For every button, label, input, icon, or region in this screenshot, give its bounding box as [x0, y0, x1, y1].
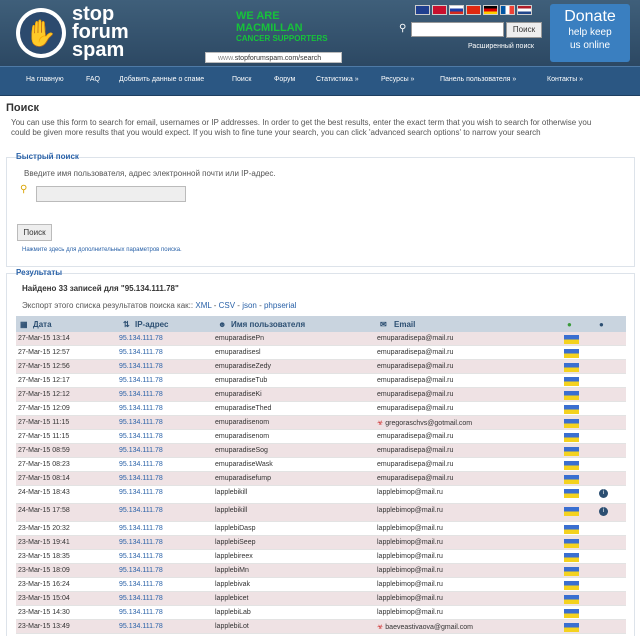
- column-username[interactable]: Имя пользователя: [231, 320, 306, 329]
- row-username: lapplebikill: [215, 507, 248, 514]
- row-ip-link[interactable]: 95.134.111.78: [119, 475, 163, 482]
- flag-ua-icon: [564, 609, 579, 618]
- row-date: 23-Mar-15 14:30: [18, 609, 70, 616]
- row-date: 27-Mar-15 12:17: [18, 377, 70, 384]
- table-row: [16, 402, 626, 416]
- export-sep: -: [211, 301, 219, 310]
- flag-ua-icon: [564, 595, 579, 604]
- url-text: stopforumspam.com/search: [234, 55, 322, 62]
- row-ip-link[interactable]: 95.134.111.78: [119, 433, 163, 440]
- row-ip-link[interactable]: 95.134.111.78: [119, 553, 163, 560]
- row-date: 23-Mar-15 19:41: [18, 539, 70, 546]
- nav-contacts[interactable]: Контакты »: [547, 76, 584, 83]
- hand-icon: ✋: [20, 12, 62, 54]
- row-ip-link[interactable]: 95.134.111.78: [119, 567, 163, 574]
- row-username: emuparadiseThed: [215, 405, 272, 412]
- row-email-cell: [377, 525, 443, 532]
- row-email: lapplebimop@mail.ru: [377, 609, 443, 616]
- row-email-cell: [377, 553, 443, 560]
- row-email-cell: [377, 363, 453, 370]
- row-username: emuparadiseTub: [215, 377, 268, 384]
- table-row: [16, 486, 626, 504]
- table-row: [16, 522, 626, 536]
- logo-line-2: forum: [72, 21, 129, 43]
- envelope-icon: ✉: [380, 320, 387, 329]
- donate-line-1: help keep: [568, 27, 612, 38]
- row-username: emuparadiseSog: [215, 447, 268, 454]
- row-email: emuparadisepa@mail.ru: [377, 447, 454, 454]
- nav-search[interactable]: Поиск: [232, 76, 252, 83]
- row-date: 24-Mar-15 18:43: [18, 489, 70, 496]
- row-ip-link[interactable]: 95.134.111.78: [119, 623, 163, 630]
- logo-line-1: stop: [72, 3, 115, 25]
- url-bar[interactable]: [205, 52, 342, 63]
- flag-ua-icon: [564, 335, 579, 344]
- flag-ua-icon: [564, 567, 579, 576]
- row-ip-link[interactable]: 95.134.111.78: [119, 595, 163, 602]
- biohazard-icon: ☣: [377, 624, 384, 631]
- row-ip-link[interactable]: 95.134.111.78: [119, 405, 163, 412]
- export-csv-link[interactable]: CSV: [218, 301, 236, 310]
- table-row: [16, 578, 626, 592]
- row-email: emuparadisepa@mail.ru: [377, 363, 454, 370]
- row-ip-link[interactable]: 95.134.111.78: [119, 581, 163, 588]
- flag-de-icon[interactable]: [483, 5, 498, 15]
- banner-line-3: CANCER SUPPORTERS: [236, 34, 328, 43]
- row-email-cell: [377, 405, 453, 412]
- nav-add-spam[interactable]: Добавить данные о спаме: [119, 76, 205, 83]
- row-date: 23-Mar-15 15:04: [18, 595, 70, 602]
- nav-faq[interactable]: FAQ: [86, 76, 101, 83]
- flag-ua-icon: [564, 405, 579, 414]
- flag-nl-icon[interactable]: [517, 5, 532, 15]
- row-username: emuparadisenom: [215, 433, 270, 440]
- row-ip-link[interactable]: 95.134.111.78: [119, 525, 163, 532]
- table-row: [16, 360, 626, 374]
- row-date: 23-Mar-15 20:32: [18, 525, 70, 532]
- network-icon: ⇅: [123, 320, 130, 329]
- row-email-cell: [377, 507, 443, 514]
- table-row: [16, 550, 626, 564]
- row-ip-link[interactable]: 95.134.111.78: [119, 539, 163, 546]
- table-row: [16, 536, 626, 550]
- row-date: 27-Mar-15 12:56: [18, 363, 70, 370]
- nav-user-panel[interactable]: Панель пользователя »: [440, 76, 517, 83]
- row-email: baeveastivaova@gmail.com: [385, 624, 473, 631]
- row-email: lapplebimop@mail.ru: [377, 567, 443, 574]
- flag-fr-icon[interactable]: [500, 5, 515, 15]
- row-email: emuparadisepa@mail.ru: [377, 391, 454, 398]
- export-json-link[interactable]: json: [242, 301, 257, 310]
- row-username: lapplebikill: [215, 489, 248, 496]
- table-row: [16, 416, 626, 430]
- nav-home[interactable]: На главную: [26, 76, 64, 83]
- row-username: lapplebiMn: [215, 567, 249, 574]
- info-icon: ●: [599, 320, 604, 329]
- export-label: Экспорт этого списка результатов поиска как::: [22, 301, 194, 310]
- flag-ua-icon: [564, 507, 579, 516]
- table-row: [16, 564, 626, 578]
- row-email-cell: [377, 539, 443, 546]
- search-icon: ⚲: [399, 23, 407, 34]
- row-email-cell: [377, 461, 453, 468]
- calendar-icon: ▦: [20, 320, 28, 329]
- row-ip-link[interactable]: 95.134.111.78: [119, 507, 163, 514]
- row-email-cell: [377, 567, 443, 574]
- nav-forum[interactable]: Форум: [274, 76, 296, 83]
- row-date: 23-Mar-15 18:09: [18, 567, 70, 574]
- table-row: [16, 620, 626, 634]
- flag-ua-icon: [564, 447, 579, 456]
- flag-ua-icon: [564, 391, 579, 400]
- site-logo[interactable]: [72, 5, 129, 59]
- flag-ua-icon: [564, 623, 579, 632]
- flag-ua-icon: [564, 581, 579, 590]
- row-ip-link[interactable]: 95.134.111.78: [119, 391, 163, 398]
- donate-line-2: us online: [569, 40, 611, 51]
- flag-ua-icon: [564, 349, 579, 358]
- row-email-cell: [377, 433, 453, 440]
- quick-search-title: Быстрый поиск: [16, 152, 79, 161]
- flag-ua-icon: [564, 525, 579, 534]
- row-date: 27-Mar-15 12:57: [18, 349, 70, 356]
- row-email-cell: [377, 391, 453, 398]
- column-email[interactable]: Email: [394, 320, 416, 329]
- row-email-cell: [377, 447, 453, 454]
- flag-ua-icon: [564, 433, 579, 442]
- nav-resources[interactable]: Ресурсы »: [381, 76, 415, 83]
- user-icon: ☻: [218, 320, 227, 329]
- row-email-cell: [377, 335, 453, 342]
- table-row: [16, 444, 626, 458]
- column-date[interactable]: Дата: [33, 320, 52, 329]
- export-sep: -: [235, 301, 243, 310]
- row-date: 23-Mar-15 18:35: [18, 553, 70, 560]
- row-email: lapplebimop@mail.ru: [377, 489, 443, 496]
- flag-uk-icon[interactable]: [415, 5, 430, 15]
- row-email: emuparadisepa@mail.ru: [377, 433, 454, 440]
- page-intro: You can use this form to search for email, usernames or IP addresses. In order to get the best results, enter the exact term that you wish to search for otherwise you could be given more results that you would expect. If you wish to fine tune your search, you can click 'advanced search options' to narrow your search: [11, 118, 592, 137]
- table-row: [16, 458, 626, 472]
- row-email-cell: [377, 489, 443, 496]
- quick-search-hint: Введите имя пользователя, адрес электронной почти или IP-адрес.: [24, 169, 276, 178]
- export-line: [22, 301, 296, 310]
- row-date: 27-Mar-15 11:15: [18, 433, 70, 440]
- export-xml-link[interactable]: XML: [195, 301, 212, 310]
- banner-line-2: MACMILLAN: [236, 22, 303, 34]
- search-input[interactable]: [36, 186, 186, 202]
- row-email: emuparadisepa@mail.ru: [377, 349, 454, 356]
- row-username: emuparadiseZedy: [215, 363, 272, 370]
- row-email: emuparadisepa@mail.ru: [377, 475, 454, 482]
- row-email: lapplebimop@mail.ru: [377, 539, 443, 546]
- row-date: 27-Mar-15 11:15: [18, 419, 70, 426]
- row-email: emuparadisepa@mail.ru: [377, 335, 454, 342]
- export-phpserial-link[interactable]: phpserial: [263, 301, 297, 310]
- main-nav: [0, 66, 640, 96]
- row-email-cell: [377, 581, 443, 588]
- flag-ua-icon: [564, 419, 579, 428]
- row-username: emuparadisePn: [215, 335, 265, 342]
- info-icon[interactable]: i: [599, 489, 608, 498]
- row-ip-link[interactable]: 95.134.111.78: [119, 349, 163, 356]
- row-email-cell: [377, 623, 473, 631]
- row-date: 24-Mar-15 17:58: [18, 507, 70, 514]
- top-search-button[interactable]: Поиск: [506, 22, 542, 38]
- row-ip-link[interactable]: 95.134.111.78: [119, 363, 163, 370]
- table-row: [16, 430, 626, 444]
- globe-icon: ●: [567, 320, 572, 329]
- flag-ua-icon: [564, 553, 579, 562]
- row-date: 27-Mar-15 08:23: [18, 461, 70, 468]
- nav-stats[interactable]: Статистика »: [316, 76, 359, 83]
- row-email: emuparadisepa@mail.ru: [377, 377, 454, 384]
- flag-ua-icon: [564, 377, 579, 386]
- row-email-cell: [377, 419, 472, 427]
- column-ip[interactable]: IP-адрес: [135, 320, 169, 329]
- row-date: 23-Mar-15 16:24: [18, 581, 70, 588]
- row-email: lapplebimop@mail.ru: [377, 507, 443, 514]
- flag-ua-icon: [564, 489, 579, 498]
- row-username: lapplebivak: [215, 581, 251, 588]
- row-date: 27-Mar-15 08:14: [18, 475, 70, 482]
- table-row: [16, 374, 626, 388]
- row-username: emuparadisesl: [215, 349, 261, 356]
- language-flags: [415, 5, 532, 15]
- flag-ua-icon: [564, 539, 579, 548]
- advanced-search-link[interactable]: Расширенный поиск: [468, 43, 534, 50]
- row-ip-link[interactable]: 95.134.111.78: [119, 335, 163, 342]
- row-username: emuparadiseKi: [215, 391, 262, 398]
- table-row: [16, 606, 626, 620]
- row-email: lapplebimop@mail.ru: [377, 525, 443, 532]
- row-email: emuparadisepa@mail.ru: [377, 461, 454, 468]
- table-row: [16, 592, 626, 606]
- url-prefix: www.: [218, 55, 235, 62]
- table-row: [16, 332, 626, 346]
- row-username: lapplebiLab: [215, 609, 251, 616]
- row-email-cell: [377, 595, 443, 602]
- row-email-cell: [377, 377, 453, 384]
- row-email-cell: [377, 475, 453, 482]
- row-ip-link[interactable]: 95.134.111.78: [119, 609, 163, 616]
- table-row: [16, 504, 626, 522]
- row-username: emuparadisefump: [215, 475, 272, 482]
- results-title: Результаты: [16, 268, 63, 277]
- row-email: lapplebimop@mail.ru: [377, 553, 443, 560]
- search-button[interactable]: Поиск: [17, 224, 52, 241]
- logo-icon[interactable]: [16, 8, 66, 58]
- row-ip-link[interactable]: 95.134.111.78: [119, 419, 163, 426]
- row-username: lapplebireex: [215, 553, 253, 560]
- info-icon[interactable]: i: [599, 507, 608, 516]
- row-username: lapplebiSeep: [215, 539, 256, 546]
- row-email: emuparadisepa@mail.ru: [377, 405, 454, 412]
- row-email: lapplebimop@mail.ru: [377, 595, 443, 602]
- row-username: lapplebiDasp: [215, 525, 256, 532]
- row-username: emuparadisenom: [215, 419, 270, 426]
- row-email: gregoraschvs@gotmail.com: [385, 420, 473, 427]
- advanced-params-link[interactable]: Нажмите здесь для дополнительных параметров поиска.: [22, 247, 182, 253]
- site-header: [0, 0, 640, 66]
- donate-title: Donate: [564, 8, 616, 25]
- row-username: lapplebiLot: [215, 623, 249, 630]
- row-ip-link[interactable]: 95.134.111.78: [119, 377, 163, 384]
- row-email-cell: [377, 609, 443, 616]
- biohazard-icon: ☣: [377, 420, 384, 427]
- row-email-cell: [377, 349, 453, 356]
- export-sep: -: [256, 301, 264, 310]
- table-row: [16, 388, 626, 402]
- key-icon: ⚲: [20, 184, 28, 195]
- row-date: 27-Mar-15 12:12: [18, 391, 70, 398]
- row-date: 27-Mar-15 13:14: [18, 335, 70, 342]
- row-ip-link[interactable]: 95.134.111.78: [119, 461, 163, 468]
- row-date: 27-Mar-15 12:09: [18, 405, 70, 412]
- row-ip-link[interactable]: 95.134.111.78: [119, 447, 163, 454]
- flag-ua-icon: [564, 475, 579, 484]
- row-username: lapplebicet: [215, 595, 249, 602]
- flag-ua-icon: [564, 461, 579, 470]
- row-date: 27-Mar-15 08:59: [18, 447, 70, 454]
- page-title: Поиск: [6, 102, 40, 114]
- row-email: lapplebimop@mail.ru: [377, 581, 443, 588]
- flag-cn-icon[interactable]: [466, 5, 481, 15]
- flag-ua-icon: [564, 363, 579, 372]
- table-header: [16, 316, 626, 332]
- flag-es-icon[interactable]: [432, 5, 447, 15]
- table-row: [16, 346, 626, 360]
- top-search-input[interactable]: [411, 22, 504, 37]
- banner-line-1: WE ARE: [236, 10, 280, 22]
- macmillan-banner[interactable]: [236, 10, 344, 50]
- logo-line-3: spam: [72, 39, 125, 61]
- row-username: emuparadiseWask: [215, 461, 273, 468]
- flag-ru-icon[interactable]: [449, 5, 464, 15]
- donate-button[interactable]: [550, 4, 630, 62]
- results-count: Найдено 33 записей для "95.134.111.78": [22, 284, 179, 293]
- row-date: 23-Mar-15 13:49: [18, 623, 70, 630]
- table-row: [16, 472, 626, 486]
- row-ip-link[interactable]: 95.134.111.78: [119, 489, 163, 496]
